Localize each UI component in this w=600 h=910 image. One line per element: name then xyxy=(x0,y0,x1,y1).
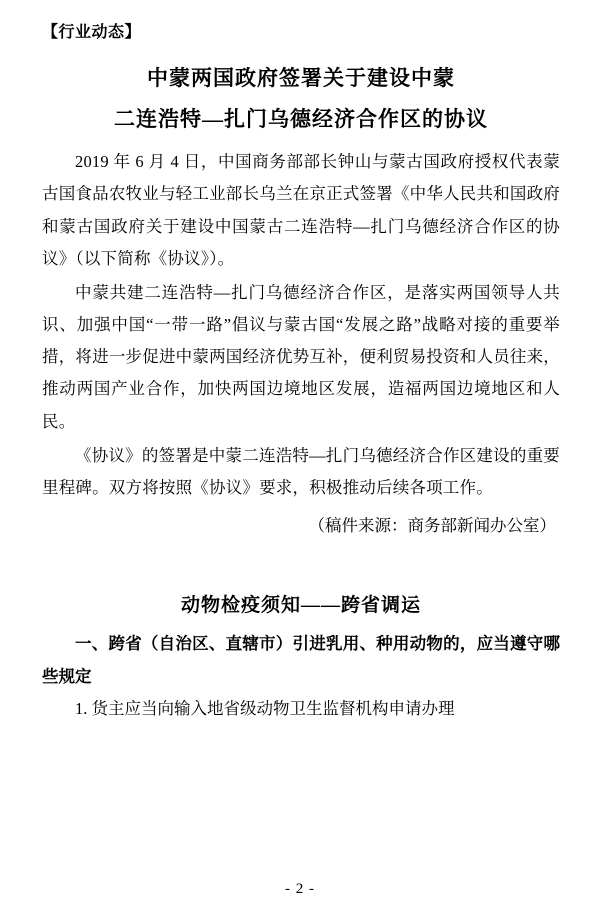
section-spacer xyxy=(42,542,560,588)
article-source: （稿件来源：商务部新闻办公室） xyxy=(308,516,556,536)
article-title-line-1: 中蒙两国政府签署关于建设中蒙 xyxy=(147,66,455,91)
article-title xyxy=(42,58,560,140)
section-tag: 【行业动态】 xyxy=(42,24,142,41)
article-paragraph-3: 《协议》的签署是中蒙二连浩特—扎门乌德经济合作区建设的重要里程碑。双方将按照《协议》要求，积极推动后续各项工作。 xyxy=(42,445,560,497)
list-item: 1. 货主应当向输入地省级动物卫生监督机构申请办理 xyxy=(75,698,455,718)
second-article-title: 动物检疫须知——跨省调运 xyxy=(180,595,421,617)
article-paragraph-1: 2019 年 6 月 4 日，中国商务部部长钟山与蒙古国政府授权代表蒙古国食品农牧业与轻工业部长乌兰在京正式签署《中华人民共和国政府和蒙古国政府关于建设中国蒙古二连浩特—扎门乌德经济合作区的协议》（以下简称《协议》）。 xyxy=(42,152,560,268)
article-paragraph-2: 中蒙共建二连浩特—扎门乌德经济合作区，是落实两国领导人共识、加强中国“一带一路”倡议与蒙古国“发展之路”战略对接的重要举措，将进一步促进中蒙两国经济优势互补，便利贸易投资和人员往来，推动两国产业合作，加快两国边境地区发展，造福两国边境地区和人民。 xyxy=(42,282,560,431)
page-number: - 2 - xyxy=(285,881,315,897)
second-article-subheading: 一、跨省（自治区、直辖市）引进乳用、种用动物的，应当遵守哪些规定 xyxy=(42,634,560,686)
article-title-line-2: 二连浩特—扎门乌德经济合作区的协议 xyxy=(114,107,488,132)
